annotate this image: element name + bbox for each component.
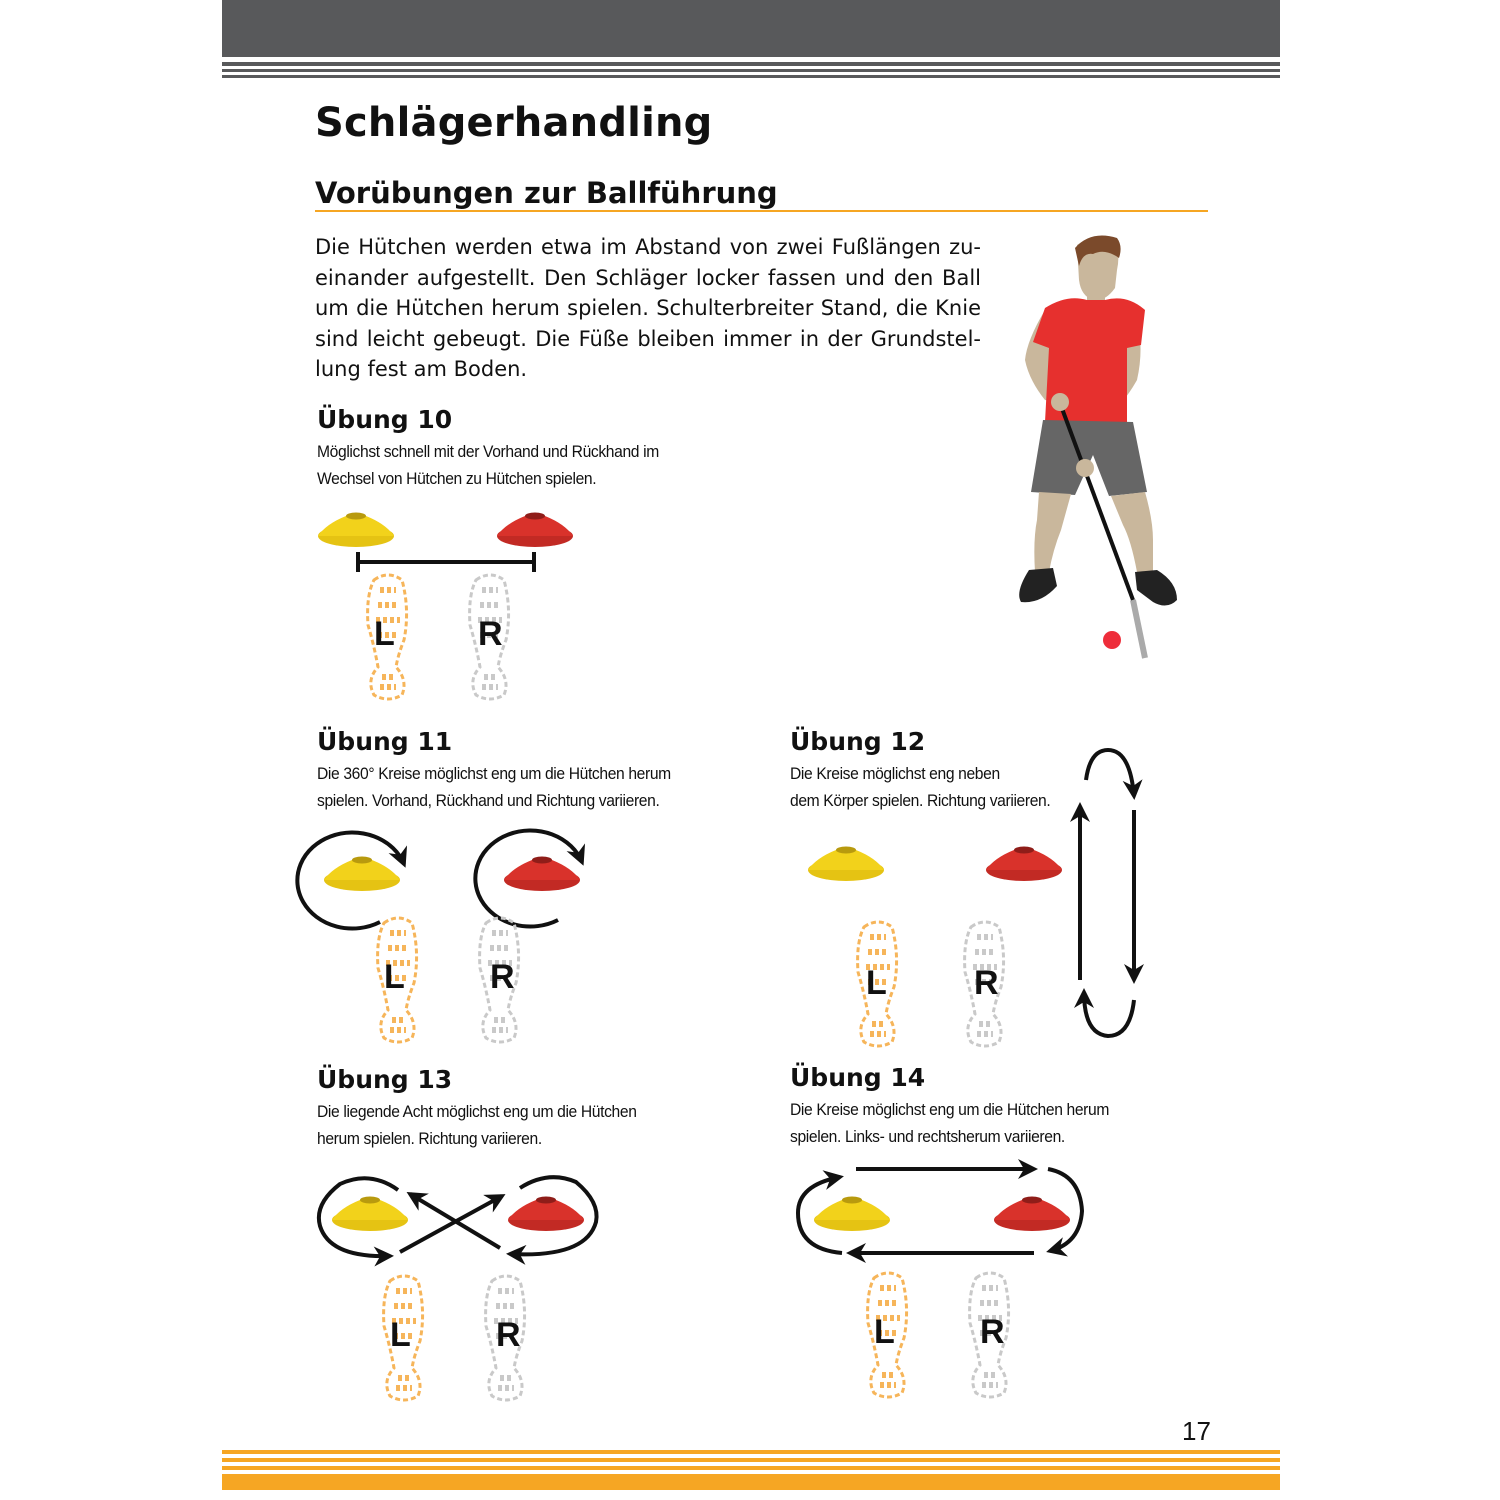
floorball-stick-blade: [1133, 600, 1145, 658]
floorball-ball: [1103, 631, 1121, 649]
intro-paragraph: Die Hütchen werden etwa im Abstand von zwei Fußlängen zu-einander aufgestellt. Den Schläger locker fassen und den Ball um die Hütchen herum spielen. Schulterbreiter Stand, die Knie sind leicht gebeugt. Die Füße bleiben immer in der Grundstel-lung fest am Boden.: [315, 235, 981, 381]
figure-eight-cross-1: [400, 1196, 502, 1252]
exercise-14-title: Übung 14: [790, 1063, 926, 1092]
bottom-arc-arrow: [1084, 992, 1134, 1036]
exercise-14-line-2: spielen. Links- und rechtsherum variieren.: [790, 1127, 1065, 1146]
exercise-12-line-2: dem Körper spielen. Richtung variieren.: [790, 791, 1051, 810]
foot-label-left: L: [384, 958, 405, 996]
exercise-13-title: Übung 13: [317, 1065, 453, 1094]
exercise-10-diagram: [300, 500, 600, 700]
player-illustration: [1005, 230, 1185, 665]
subtitle-divider: [315, 210, 1208, 212]
exercise-10-line-2: Wechsel von Hütchen zu Hütchen spielen.: [317, 469, 597, 488]
header-stripes: [222, 62, 1280, 81]
page-title: Schlägerhandling: [315, 100, 713, 146]
player-right-shoe: [1135, 570, 1177, 606]
foot-label-right: R: [496, 1316, 521, 1354]
page-number: 17: [1182, 1416, 1211, 1446]
exercise-13-line-2: herum spielen. Richtung variieren.: [317, 1129, 542, 1148]
cone-yellow: [814, 1197, 890, 1232]
exercise-12-diagram: [790, 740, 1170, 1050]
exercise-14-diagram: [790, 1155, 1100, 1400]
foot-label-right: R: [980, 1313, 1005, 1351]
player-left-shoe: [1019, 568, 1057, 602]
cone-red: [504, 857, 580, 892]
foot-label-left: L: [374, 615, 395, 653]
exercise-11-description: [317, 760, 671, 814]
exercise-12-title: Übung 12: [790, 727, 926, 756]
exercise-14-line-1: Die Kreise möglichst eng um die Hütchen herum: [790, 1100, 1109, 1119]
exercise-12-line-1: Die Kreise möglichst eng neben: [790, 764, 1000, 783]
section-subtitle: Vorübungen zur Ballführung: [315, 176, 778, 210]
exercise-11-title: Übung 11: [317, 727, 453, 756]
foot-label-right: R: [478, 615, 503, 653]
top-arc-arrow: [1086, 750, 1134, 796]
exercise-11-diagram: [300, 820, 620, 1040]
foot-label-right: R: [490, 958, 515, 996]
exercise-11-line-1: Die 360° Kreise möglichst eng um die Hütchen herum: [317, 764, 671, 783]
foot-label-right: R: [974, 964, 999, 1002]
exercise-13-description: [317, 1098, 637, 1152]
cone-red: [994, 1197, 1070, 1232]
foot-label-left: L: [390, 1316, 411, 1354]
foot-label-left: L: [874, 1313, 895, 1351]
cone-yellow: [808, 847, 884, 882]
exercise-14-description: [790, 1096, 1109, 1150]
cone-red: [986, 847, 1062, 882]
cone-red: [497, 513, 573, 548]
header-bar: [222, 0, 1280, 57]
cone-yellow: [332, 1197, 408, 1232]
foot-label-left: L: [866, 964, 887, 1002]
footer-stripes: [222, 1450, 1280, 1490]
exercise-10-line-1: Möglichst schnell mit der Vorhand und Rückhand im: [317, 442, 659, 461]
cone-red: [508, 1197, 584, 1232]
exercise-10-title: Übung 10: [317, 405, 453, 434]
cone-yellow: [324, 857, 400, 892]
exercise-11-line-2: spielen. Vorhand, Rückhand und Richtung variieren.: [317, 791, 660, 810]
exercise-13-line-1: Die liegende Acht möglichst eng um die Hütchen: [317, 1102, 637, 1121]
exercise-10-description: [317, 438, 659, 492]
cone-yellow: [318, 513, 394, 548]
exercise-13-diagram: [300, 1160, 620, 1400]
